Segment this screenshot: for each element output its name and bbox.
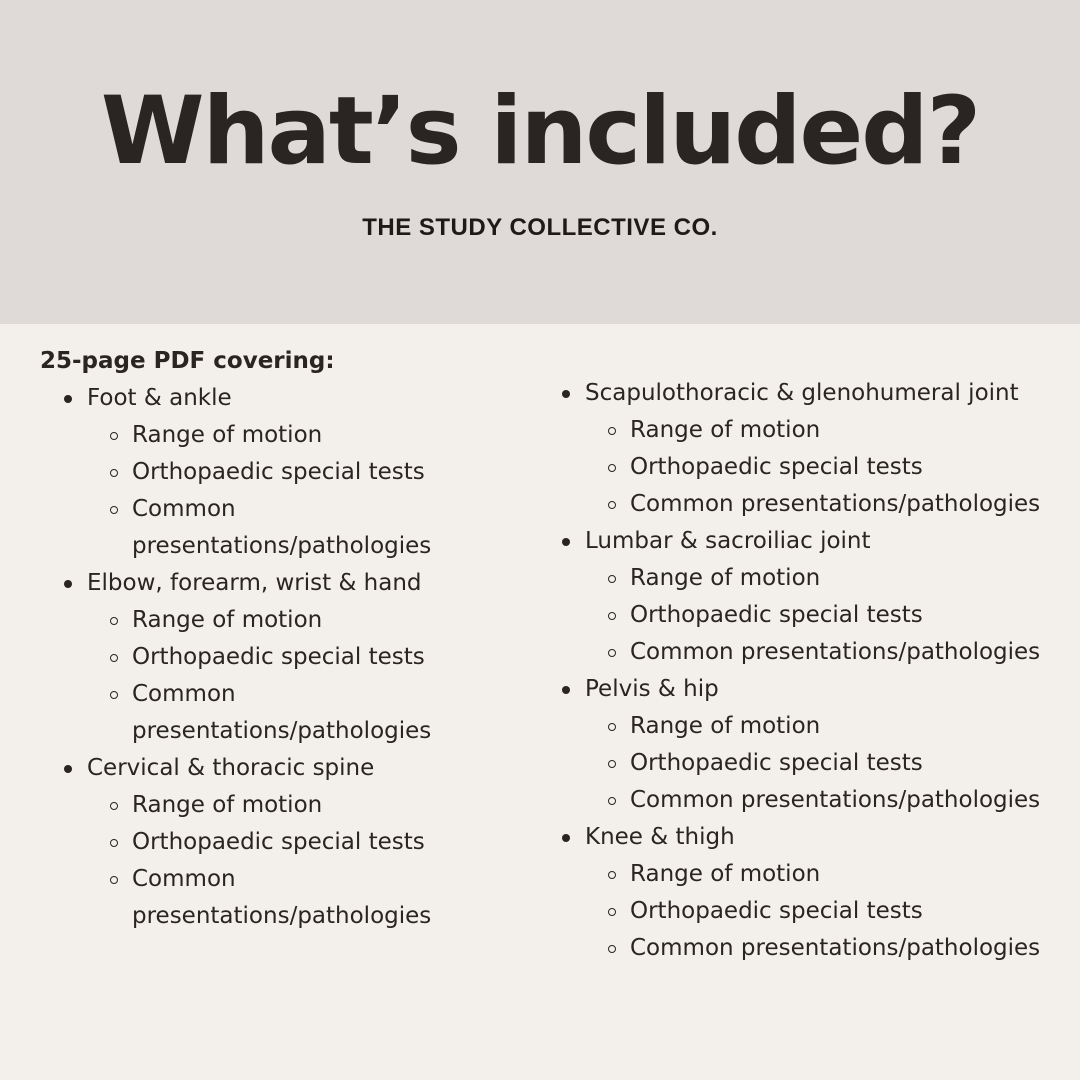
left-column: [40, 343, 520, 935]
circle-bullet-icon: [110, 876, 118, 884]
circle-bullet-icon: [608, 575, 616, 583]
sub-item: Orthopaedic special tests: [107, 454, 520, 491]
circle-bullet-icon: [608, 760, 616, 768]
circle-bullet-icon: [110, 691, 118, 699]
sub-item: Orthopaedic special tests: [605, 745, 1070, 782]
list-item: [560, 375, 1070, 523]
sub-list: [62, 417, 520, 565]
circle-bullet-icon: [608, 649, 616, 657]
brand-name: THE STUDY COLLECTIVE CO.: [362, 214, 718, 241]
sub-list: [560, 856, 1070, 967]
sub-item: Range of motion: [605, 412, 1070, 449]
list-item: [62, 380, 520, 565]
list-item: [62, 565, 520, 750]
circle-bullet-icon: [110, 802, 118, 810]
topic-label: Cervical & thoracic spine: [87, 755, 375, 781]
sub-list: [560, 560, 1070, 671]
sub-item: Common presentations/pathologies: [107, 491, 520, 565]
list-item: [560, 523, 1070, 671]
sub-item: Common presentations/pathologies: [605, 930, 1070, 967]
topic-label: Elbow, forearm, wrist & hand: [87, 570, 422, 596]
topic-label: Foot & ankle: [87, 385, 232, 411]
sub-item: Range of motion: [107, 787, 520, 824]
circle-bullet-icon: [110, 506, 118, 514]
circle-bullet-icon: [110, 432, 118, 440]
list-item: [560, 671, 1070, 819]
sub-item: Orthopaedic special tests: [605, 597, 1070, 634]
sub-item: Range of motion: [605, 708, 1070, 745]
list-item: [560, 819, 1070, 967]
bullet-icon: [64, 395, 72, 403]
bullet-icon: [562, 834, 570, 842]
header-banner: [0, 0, 1080, 324]
sub-item: Range of motion: [605, 856, 1070, 893]
sub-item: Common presentations/pathologies: [605, 782, 1070, 819]
right-column: [560, 375, 1070, 967]
topic-label: Lumbar & sacroiliac joint: [585, 528, 871, 554]
bullet-icon: [562, 390, 570, 398]
circle-bullet-icon: [110, 839, 118, 847]
right-topic-list: [560, 375, 1070, 967]
circle-bullet-icon: [608, 464, 616, 472]
sub-item: Range of motion: [605, 560, 1070, 597]
sub-item: Common presentations/pathologies: [107, 676, 520, 750]
sub-item: Common presentations/pathologies: [605, 486, 1070, 523]
circle-bullet-icon: [608, 427, 616, 435]
sub-item: Orthopaedic special tests: [605, 893, 1070, 930]
sub-list: [62, 602, 520, 750]
circle-bullet-icon: [608, 612, 616, 620]
circle-bullet-icon: [608, 723, 616, 731]
sub-list: [560, 412, 1070, 523]
sub-item: Range of motion: [107, 417, 520, 454]
bullet-icon: [562, 686, 570, 694]
circle-bullet-icon: [110, 469, 118, 477]
sub-list: [560, 708, 1070, 819]
bullet-icon: [64, 765, 72, 773]
circle-bullet-icon: [608, 797, 616, 805]
circle-bullet-icon: [608, 871, 616, 879]
sub-item: Orthopaedic special tests: [107, 824, 520, 861]
circle-bullet-icon: [608, 501, 616, 509]
sub-item: Common presentations/pathologies: [107, 861, 520, 935]
topic-label: Knee & thigh: [585, 824, 735, 850]
intro-heading: 25-page PDF covering:: [40, 348, 335, 374]
sub-item: Orthopaedic special tests: [107, 639, 520, 676]
topic-label: Scapulothoracic & glenohumeral joint: [585, 380, 1019, 406]
bullet-icon: [562, 538, 570, 546]
circle-bullet-icon: [608, 945, 616, 953]
sub-list: [62, 787, 520, 935]
circle-bullet-icon: [110, 654, 118, 662]
bullet-icon: [64, 580, 72, 588]
page-title: What’s included?: [100, 77, 980, 186]
list-item: [62, 750, 520, 935]
circle-bullet-icon: [110, 617, 118, 625]
sub-item: Orthopaedic special tests: [605, 449, 1070, 486]
topic-label: Pelvis & hip: [585, 676, 719, 702]
sub-item: Common presentations/pathologies: [605, 634, 1070, 671]
left-topic-list: [40, 380, 520, 935]
sub-item: Range of motion: [107, 602, 520, 639]
circle-bullet-icon: [608, 908, 616, 916]
